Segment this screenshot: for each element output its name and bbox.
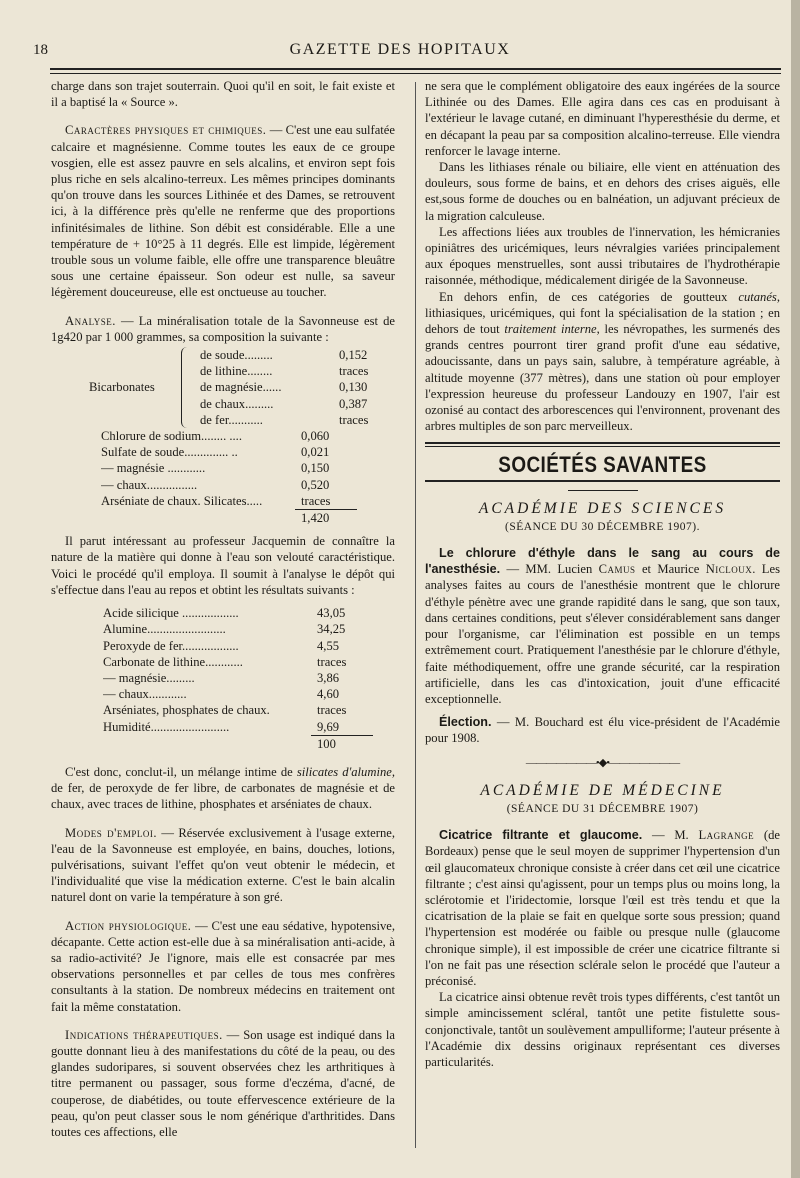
depot-value: traces [317,654,347,669]
cicatrice-text-b: (de Bordeaux) pense que le seul moyen de supprimer l'hypertension d'un œil glaucomateux chronique consiste à créer dans cet œil une cicatrice filtrante ; c'est ainsi qu'agissent, pour un temps plus ou moins long, la sclérotomie et l'iridectomie, lorsque l'œil est très tendu et que la cicatrisation de la plaie se fait en quelque sorte sous pression; quand l'hypertension est modérée ou faible ou presque nulle (glaucome chronique simple), il est impossible de créer une cicatrice filtrante si l'on ne fait pas une résection sclérale selon le procédé que l'auteur a préconisé. [425,828,780,988]
depot-row [103,638,373,654]
bicarbonate-label: de magnésie...... [200,380,282,395]
section-rule-bottom [425,480,780,482]
bicarbonate-label: de chaux......... [200,396,274,411]
analyse-value: 0,520 [301,477,330,492]
right-paragraph-4 [425,289,780,435]
chlorure-text-b: et Maurice [635,562,706,577]
analyse-label: Chlorure de sodium........ .... [101,429,242,444]
analyse-label: — magnésie ............ [101,461,206,476]
seance-sciences: (SÉANCE DU 30 DÉCEMBRE 1907). [505,520,700,533]
p4-text-b: , lithiasiques, uricémiques, qui font la spécialisation de la station ; en dehors de tout [425,289,780,337]
analyse-rows [101,428,357,510]
right-paragraph-2: Dans les lithiases rénale ou biliaire, elle vient en atténuation des douleurs, sous forme de bains, et en dehors des crises aiguës, elle est,sous forme de douches ou en balnéation, un adjuvant précieux de la migration calculeuse. [425,160,780,223]
analyse-row [101,493,357,510]
page-edge [791,0,800,1178]
analyse-value: 0,021 [301,445,330,460]
analyse-label: — chaux................ [101,477,198,492]
depot-row [103,670,373,686]
analyse-total-row [101,510,357,526]
page-number: 18 [33,42,48,58]
analyse-label: Arséniate de chaux. Silicates..... [101,493,263,508]
election-heading: Élection. [439,715,492,730]
bicarbonate-value: 0,152 [339,348,368,363]
action-paragraph [51,918,395,1015]
short-rule [568,490,638,491]
p4-text-a: En dehors enfin, de ces catégories de goutteux [439,289,739,304]
seance-medecine: (SÉANCE DU 31 DÉCEMBRE 1907) [506,802,699,815]
analyse-row [101,460,357,476]
author-nicloux: Nicloux [705,562,753,577]
depot-total: 100 [317,736,336,751]
bicarbonate-label: de soude......... [200,348,273,363]
action-text: — C'est une eau sédative, hypotensive, décapante. Cette action est-elle due à sa minéralisation anti-acide, à sa radio-activité? Je l'ignore, mais elle est consacrée par mes observations personnelles et par celles de tous mes confrères consultants à la station. De nombreux médecins en traitement ont fait la même constatation. [51,918,395,1014]
bicarbonate-value: traces [339,364,369,379]
analyse-row [101,477,357,493]
depot-value: 34,25 [317,622,346,637]
bicarbonate-row [200,396,395,412]
cicatrice-paragraph [425,827,780,989]
analyse-total: 1,420 [301,511,330,526]
indications-paragraph [51,1027,395,1140]
modes-text: — Réservée exclusivement à l'usage externe, l'eau de la Savonneuse est employée, en bains, douches, lotions, pulvérisations, suivant l'effet qu'on veut obtenir le médecin, et l'individualité que vise la médication externe. C'est le bain alcalin naturel dont on varie la température à son gré. [51,825,395,905]
bicarbonate-row [200,379,395,395]
analyse-value: 0,060 [301,429,330,444]
indications-text: — Son usage est indiqué dans la goutte donnant lieu à des manifestations du côté de la peau, ou des glandes sudoripares, si souvent observées chez les arthritiques à titre permanent ou passager, sous forme d'eczéma, d'acné, de couperose, de diabétides, ou toute effervescence extérieure de la peau, qu'on peut classer sous le nom générique d'arthritides. Dans toutes ces affections, elle [51,1027,395,1139]
bicarbonates-table [89,347,395,428]
analyse-row [101,428,357,444]
chlorure-text-c: . Les analyses faites au cours de l'anesthésie montrent que le chlorure d'éthyle pénètre avec une grande rapidité dans le sang, que son taux, dans certaines conditions, peut s'élever considérablement sans danger pour l'organisme, car l'élimination est possible en un temps extrêmement court. Pratiquement l'anesthésie par le chlorure d'éthyle, faite méthodiquement, offre une grande sécurité, car la respiration artificielle, dans les cas d'intoxication, jouit d'une efficacité exceptionnelle. [425,562,780,706]
depot-row [103,654,373,670]
p4-text-c: , les névropathes, les surmenés des grands centres pourront tirer grand profit d'une eau sédative, adoucissante, dans un pays sain, salubre, à température agréable, à altitude moyenne (377 mètres), dans une station où pour employer l'expression heureuse du professeur Landouzy en 1907, l'air est ozonisé au contact des arborescences qui l'environnent, provenant des arbres multiples de son parc merveilleux. [425,322,781,434]
depot-label: Peroxyde de fer.................. [103,638,239,653]
bicarbonates-label: Bicarbonates [89,380,155,395]
chlorure-heading: Le chlorure d'éthyle dans le sang au cours de l'anesthésie. [425,546,780,577]
modes-paragraph [51,825,395,906]
caracteres-heading: Caractères physiques et chimiques. [65,123,267,138]
depot-label: — chaux............ [103,687,187,702]
analyse-text: — La minéralisation totale de la Savonneuse est de 1g420 par 1 000 grammes, sa composition la suivante : [51,313,395,344]
conclusion-text-b: de fer, de peroxyde de fer libre, de carbonates de magnésie et de chaux, avec traces de lithine, phosphates et arséniates de chaux. [51,781,395,812]
depot-row [103,702,373,718]
intro-paragraph: charge dans son trajet souterrain. Quoi qu'il en soit, le fait existe et il a baptisé la « Source ». [51,79,395,110]
section-rule-thin [425,446,780,447]
conclusion-emphasis: silicates d'alumine, [296,764,395,779]
bicarbonate-row [200,347,395,363]
depot-value: 43,05 [317,606,346,621]
left-column [51,78,395,1140]
cicatrice-text-a: — M. [642,828,699,843]
academie-medecine-heading: ACADÉMIE DE MÉDECINE [480,781,725,799]
analyse-heading: Analyse. [65,313,116,328]
depot-value: traces [317,703,347,718]
depot-row [103,621,373,637]
depot-value: 4,55 [317,638,340,653]
depot-label: — magnésie......... [103,670,195,685]
academie-sciences-heading: ACADÉMIE DES SCIENCES [478,499,727,517]
p4-emphasis-2: traitement interne [504,322,597,337]
column-divider [415,82,416,1148]
bicarbonate-row [200,363,395,379]
depot-table [103,605,373,736]
depot-label: Alumine......................... [103,622,226,637]
author-camus: Camus [598,562,636,577]
modes-heading: Modes d'emploi. [65,825,157,840]
indications-heading: Indications thérapeutiques. [65,1027,223,1042]
section-rule [425,442,780,444]
depot-row [103,719,373,736]
jacquemin-paragraph: Il parut intéressant au professeur Jacquemin de connaître la nature de la matière qui donne à l'eau son velouté caractéristique. Voici le procédé qu'il employa. Il soumit à l'analyse le dépôt qui s'effectue dans l'eau au repos et obtint les résultats suivants : [51,534,395,597]
analyse-label: Sulfate de soude.............. .. [101,445,238,460]
depot-label: Arséniates, phosphates de chaux. [103,703,270,718]
analyse-value: traces [295,493,357,510]
p4-emphasis-1: cutanés [738,289,777,304]
analyse-value: 0,150 [301,461,330,476]
cicatrice-heading: Cicatrice filtrante et glaucome. [439,828,643,843]
depot-label: Carbonate de lithine............ [103,654,243,669]
election-text: — M. Bouchard est élu vice-président de l'Académie pour 1908. [425,715,780,746]
cicatrice-paragraph-2: La cicatrice ainsi obtenue revêt trois types différents, c'est tantôt un simple amincissement scléral, tantôt une petite fistulette sous-conjonctivale, tantôt un soulèvement ampulliforme; l'auteur présente à l'Académie dix dessins originaux représentant ces diverses particularités. [425,990,780,1069]
depot-value: 9,69 [311,719,373,736]
depot-row [103,605,373,621]
running-head: GAZETTE DES HOPITAUX [289,41,511,58]
conclusion-text-a: C'est donc, conclut-il, un mélange intime de [65,764,297,779]
action-heading: Action physiologique. [65,918,192,933]
depot-label: Acide silicique .................. [103,606,239,621]
bicarbonates-rows [200,347,395,428]
bicarbonate-value: 0,387 [339,396,368,411]
caracteres-paragraph [51,122,395,300]
chlorure-text-a: — MM. Lucien [500,562,599,577]
right-paragraph-1: ne sera que le complément obligatoire des eaux ingérées de la source Lithinée ou des Dames. Elle agira dans ces cas en produisant à l'extérieur le lavage cutané, en diminuant l'hyperesthésie du derme, et en décapant la peau par sa composition alcalino-terreuse. Elle viendra renforcer le lavage interne. [425,79,780,158]
depot-total-row [103,736,373,752]
bicarbonate-row [200,412,395,428]
header-rule-thin [50,73,781,74]
depot-row [103,686,373,702]
depot-value: 3,86 [317,670,340,685]
brace-mark [181,347,194,428]
bicarbonate-value: 0,130 [339,380,368,395]
societes-title: SOCIÉTÉS SAVANTES [498,452,707,478]
analyse-paragraph [51,313,395,345]
bicarbonate-value: traces [339,412,369,427]
chlorure-paragraph [425,545,780,707]
bicarbonate-label: de fer........... [200,412,263,427]
author-lagrange: Lagrange [698,828,755,843]
conclusion-paragraph [51,764,395,813]
right-column [425,78,780,1070]
analyse-row [101,444,357,460]
header-rule [50,68,781,70]
right-paragraph-3: Les affections liées aux troubles de l'innervation, les hémicranies opiniâtres des uricémiques, leurs névralgies variées principalement aux époques menstruelles, sont aussi tributaires de l'hydrothérapie raisonnée, méthodique, médicalement dirigée de la Savonneuse. [425,224,780,288]
ornament-divider: ———————•◆•——————— [525,756,680,769]
bicarbonate-label: de lithine........ [200,364,273,379]
depot-label: Humidité......................... [103,719,230,734]
election-paragraph [425,714,780,746]
depot-value: 4,60 [317,687,340,702]
caracteres-text: — C'est une eau sulfatée calcaire et magnésienne. Comme toutes les eaux de ce groupe vosgien, elle est assez pauvre en sels alcalins, et environ sept fois plus riche en sels alcalino-terreux. Les mêmes principes dominants qu'on trouve dans les sources Lithinée et des Dames, se retrouvent ici, à la différence près qu'elle ne renferme que des proportions infinitésimales de lithine. Son débit est considérable. Elle a une température de + 10°25 à 11 degrés. Elle est limpide, légèrement trouble sous un volume faible, elle offre une transparence bleuâtre sous une certaine épaisseur. Son odeur est nulle, sa saveur légèrement douceureuse, elle est onctueuse au toucher. [51,123,395,300]
